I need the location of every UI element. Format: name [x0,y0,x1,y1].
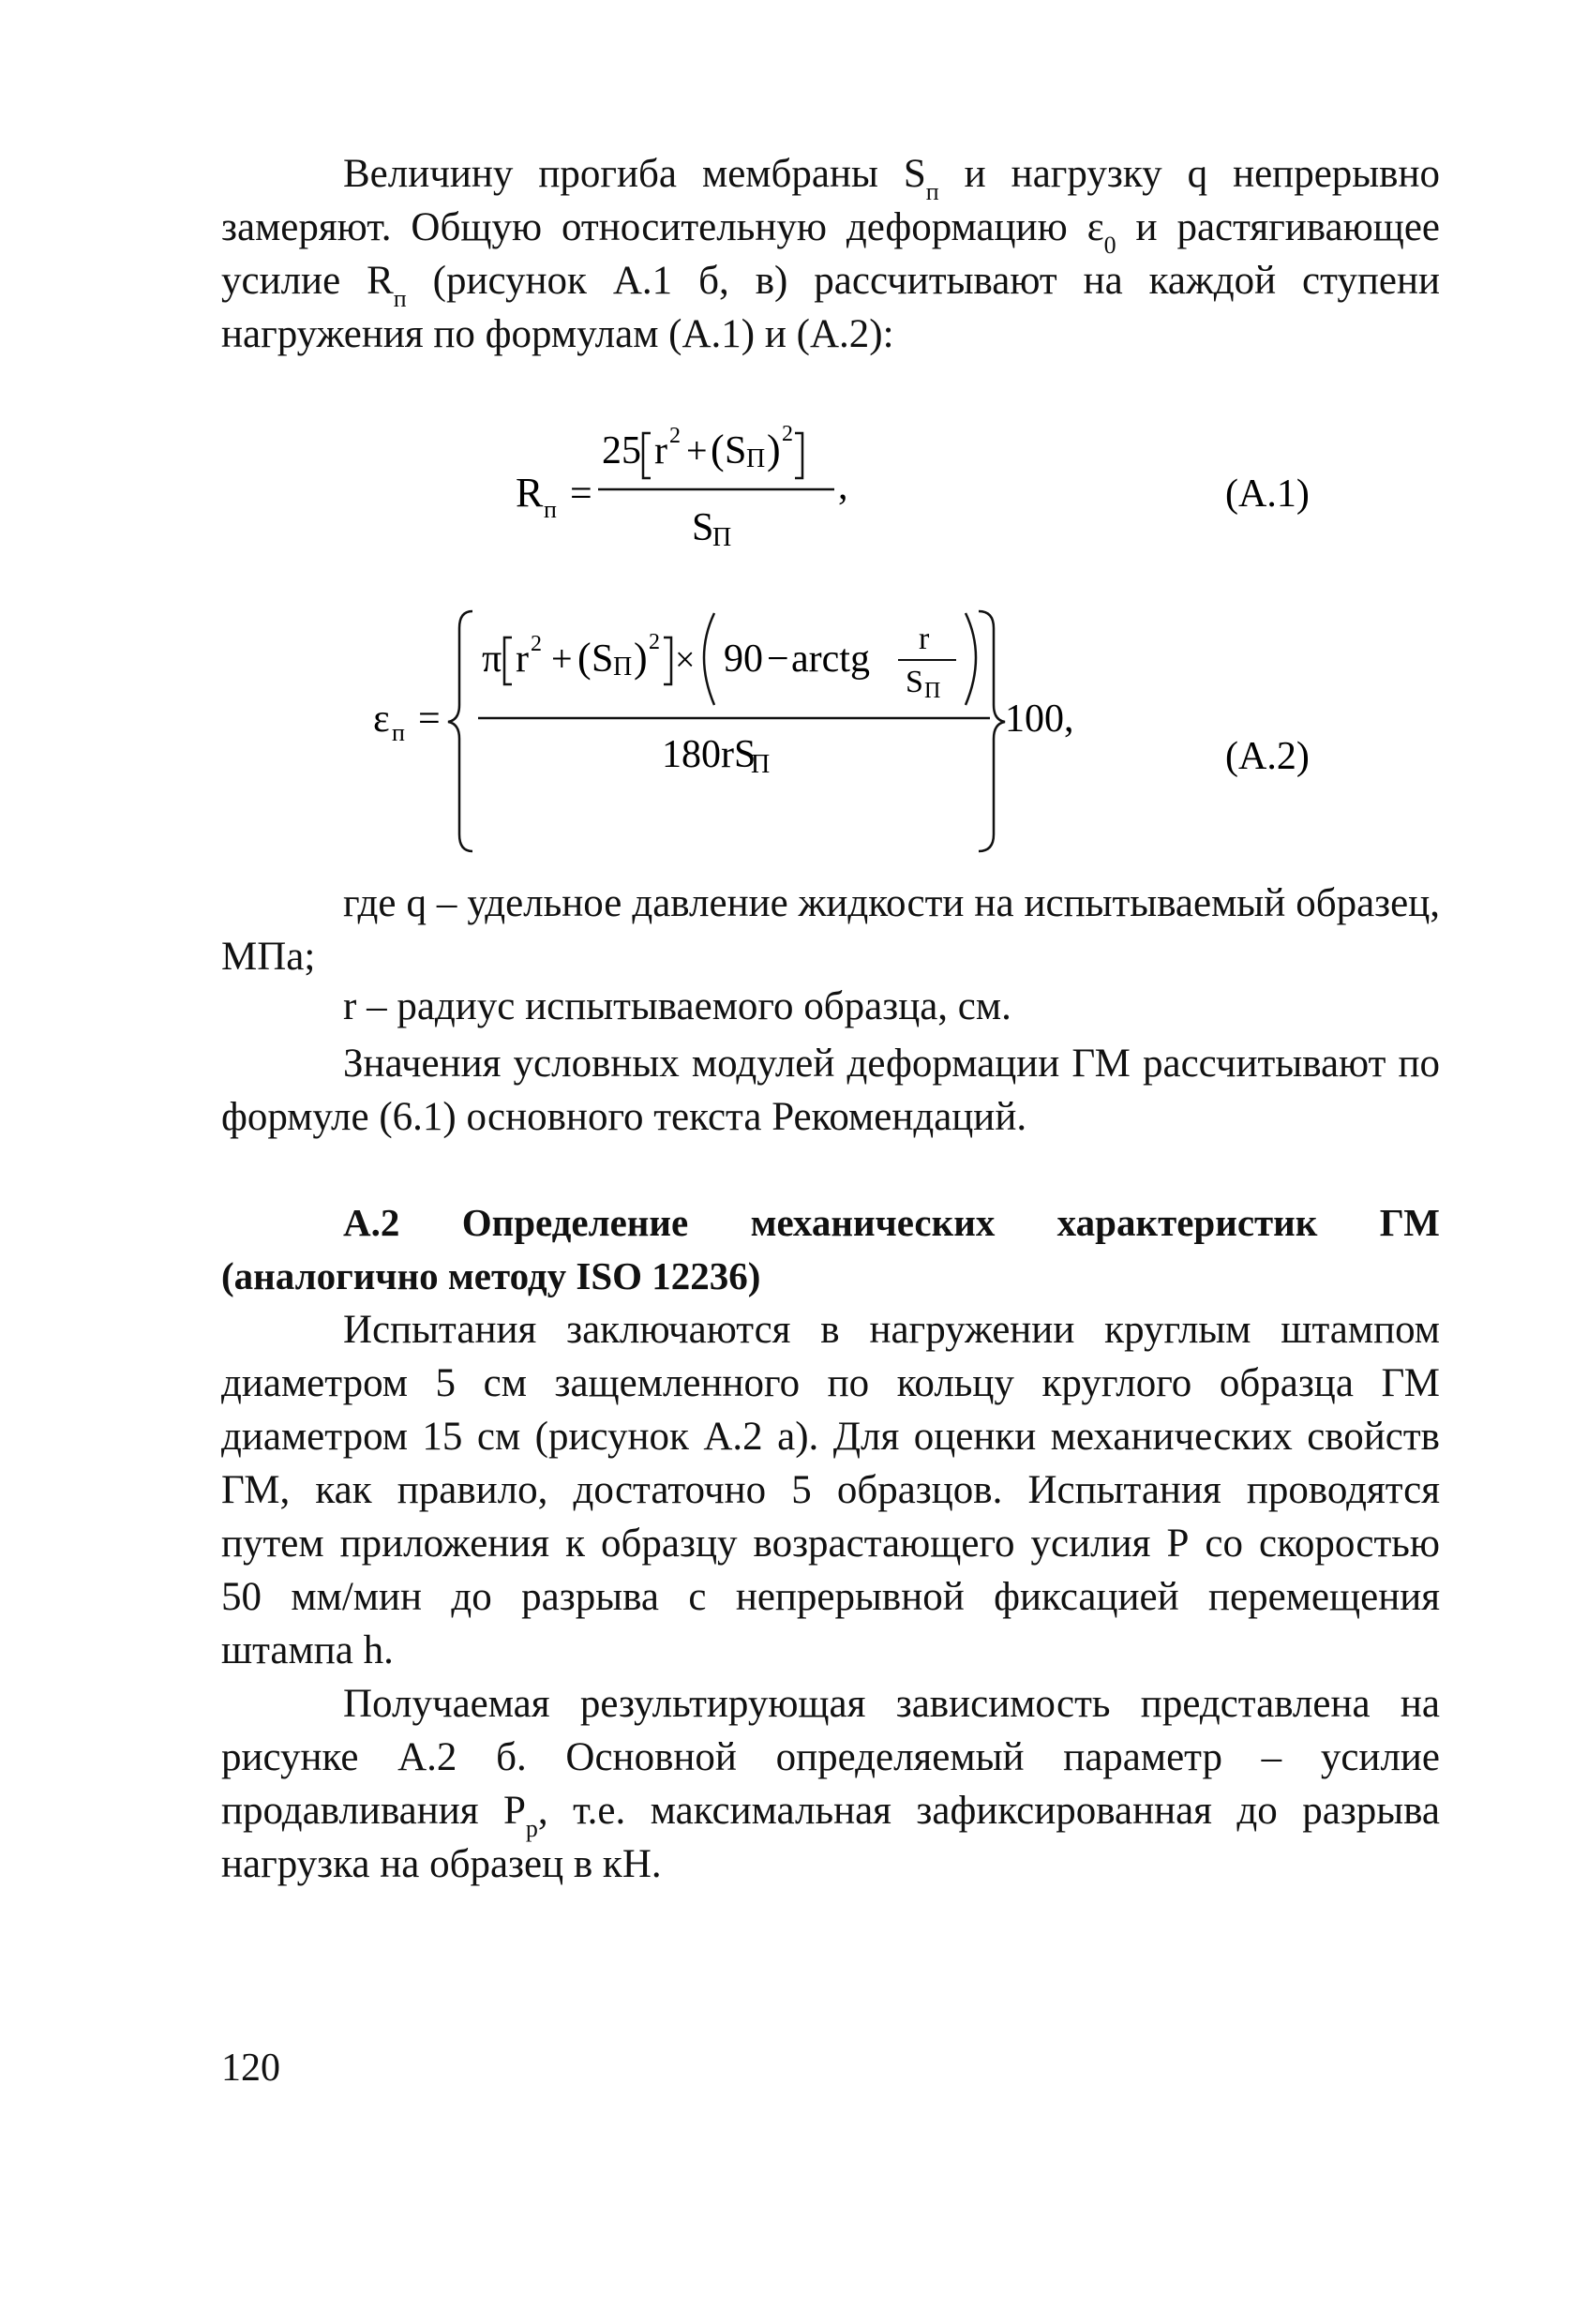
formula-a2-arctg: arctg [791,637,870,681]
page-number: 120 [221,2047,280,2090]
formula-a1-number: (А.1) [1225,472,1310,516]
result-text-after: , т.е. максимальная зафиксированная до разрыва нагрузка на образец в кН. [221,1789,1440,1886]
formula-a2 [356,600,1406,862]
formula-a2-lhs: ε [373,697,390,741]
formula-a1-num-r: r [654,429,667,472]
formula-a2-paren-close: ) [634,635,648,681]
section-heading: А.2 Определение механических характеристик ГМ (аналогично методу ISO 12236) [221,1201,1440,1297]
intro-text-1: Величину прогиба мембраны S [343,152,926,196]
formula-a1-num-s: S [725,429,747,472]
intro-text-6: (рисунок А.1 б, в) рассчитывают на каждой ступени [406,259,1440,303]
formula-a2-eq: = [418,697,441,741]
formula-a1-lhs-sub: п [544,496,557,523]
subscript: р [525,1815,538,1842]
result-text-before: Получаемая результирующая зависимость представлена на рисунке А.2 б. Основной определяемый параметр – усилие продавливания Р [221,1682,1440,1833]
formula-a1-eq: = [570,472,592,516]
formula-a2-brace-right [979,611,1005,851]
where-line-3: r – радиус испытываемого образца, см. [343,984,1011,1028]
formula-a2-s-exp: 2 [649,630,660,654]
formula-a1-num-exp: 2 [669,424,681,448]
formula-a1-den-s: S [692,506,714,549]
where-paragraph [221,877,1440,983]
intro-text-3: замеряют. Общую относительную деформацию ε [221,205,1104,249]
formula-a1-comma: , [838,465,848,508]
formula-a2-lhs-sub: п [392,719,405,746]
formula-a2-paren-big-right [966,613,976,705]
intro-paragraph [221,147,1440,361]
formula-a1-bracket-left [643,433,651,478]
intro-text-7: нагружения по формулам (А.1) и (А.2): [221,312,894,356]
formula-a2-bracket-right [664,637,671,684]
formula-a2-plus: + [551,637,573,680]
test-paragraph: Испытания заключаются в нагружении круглым штампом диаметром 5 см защемленного по кольцу круглого образца ГМ диаметром 15 см (рисунок А.2 а). Для оценки механических свойств ГМ, как правило, достаточно 5 образцов. Испытания проводятся путем приложения к образцу возрастающего усилия Р со скоростью 50 мм/мин до разрыва с непрерывной фиксацией перемещения штампа h. [221,1308,1440,1672]
formula-a2-brace-left [448,611,472,851]
formula-a2-s: S [592,637,614,681]
formula-a2-number: (А.2) [1225,735,1310,778]
formula-a2-paren-open: ( [577,635,592,681]
formula-a1-num-s-exp: 2 [782,422,793,446]
formula-a2-s-sub: П [613,652,633,682]
where-line-2: образец, МПа; [221,881,1440,979]
formula-a2-frac-den-sub: П [924,679,941,703]
formula-a2-paren-big-left [704,613,714,705]
formula-a2-den: 180rS [662,733,757,776]
result-paragraph [221,1677,1440,1891]
formula-a2-minus: − [767,637,789,681]
modulus-paragraph: Значения условных модулей деформации ГМ рассчитывают по формуле (6.1) основного текста Рекомендаций. [221,1042,1440,1139]
formula-a1-num-plus: + [686,429,708,472]
subscript: п [393,285,407,312]
subscript: п [925,178,939,205]
formula-a2-bracket-left [504,637,512,684]
formula-a1-lhs: R [516,470,544,516]
formula-a2-times: × [675,640,696,680]
formula-a2-factor: 100, [1005,697,1074,741]
intro-text-5: усилие R [221,259,394,303]
formula-a1-num-coef: 25 [602,429,641,472]
formula-a1-paren-open: ( [711,427,725,472]
subscript: 0 [1103,232,1116,259]
formula-a1-bracket-right [795,433,802,478]
formula-a2-den-sub: П [751,750,771,779]
formula-a1-num-s-sub: П [746,444,766,473]
formula-a2-frac-den: S [906,665,923,699]
formula-a1-paren-close: ) [767,427,781,472]
formula-a1-den-sub: П [712,523,732,552]
formula-a1 [469,412,1406,562]
intro-text-2: и нагрузку q непрерывно [938,152,1440,196]
intro-text-4: и растягивающее [1116,205,1441,249]
formula-a2-r-exp: 2 [531,632,542,656]
formula-a2-r: r [516,637,529,681]
formula-a2-pi: π [482,637,502,681]
formula-a2-ninety: 90 [724,637,763,681]
formula-a2-frac-num: r [919,622,930,656]
where-line-1: где q – удельное давление жидкости на испытываемый [343,881,1286,925]
